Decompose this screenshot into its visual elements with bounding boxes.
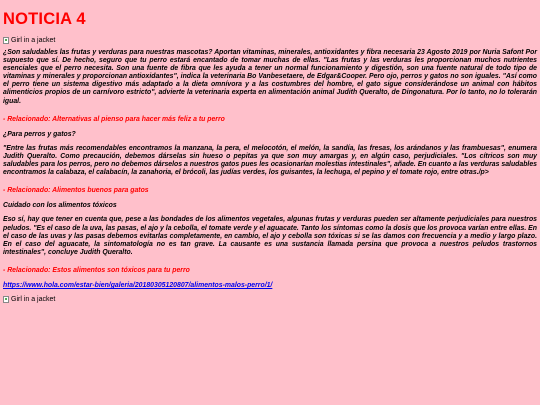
article-image <box>3 37 537 44</box>
fruits-paragraph: "Entre las frutas más recomendables encontramos la manzana, la pera, el melocotón, el melón, la sandía, las fresas, los arándanos y las frambuesas", enumera Judith Queralto. Como precaución, debemos dárselas sin hueso o pepitas ya que son muy amargas y, en algún caso, perjudiciales. "Los cítricos son muy saludables para los perros, pero no debemos dárselos a nuestros gatos pues les ocasionarían molestias intestinales", añade. En cuanto a las verduras saludables encontramos la calabaza, el calabacín, la zanahoria, el brócoli, las judías verdes, los guisantes, la lechuga, el pepino y el tomate rojo, entre otras./p> <box>3 144 537 177</box>
related-link-alternatives: - Relacionado: Alternativas al pienso para hacer más feliz a tu perro <box>3 115 225 123</box>
related-link-gatos: - Relacionado: Alimentos buenos para gatos <box>3 187 149 195</box>
broken-image-icon <box>3 296 9 303</box>
broken-image-icon <box>3 37 9 44</box>
image-alt-text: Girl in a jacket <box>11 296 56 304</box>
article-image-bottom <box>3 296 537 303</box>
page-title: NOTICIA 4 <box>3 10 86 28</box>
section-heading-perros-gatos: ¿Para perros y gatos? <box>3 130 76 138</box>
source-link[interactable]: https://www.hola.com/estar-bien/galeria/20180305120807/alimentos-malos-perro/1/ <box>3 281 273 289</box>
toxic-foods-paragraph: Eso sí, hay que tener en cuenta que, pese a las bondades de los alimentos vegetales, algunas frutas y verduras pueden ser altamente perjudiciales para nuestros peludos. "Es el caso de la uva, las pasas, el ajo y la cebolla, el tomate verde y el aguacate. Tanto los síntomas como la dosis que los provoca varían entre ellas. En el caso de las uvas y las pasas debemos evitarlas completamente, en cambio, el ajo y cebolla son tóxicas si se las damos con frecuencia y a medio y largo plazo. En el caso del aguacate, la sintomatología no es tan grave. La causante es una sustancia llamada persina que provoca a nuestros peludos trastornos intestinales", concluye Judith Queralto. <box>3 216 537 256</box>
intro-paragraph: ¿Son saludables las frutas y verduras para nuestras mascotas? Aportan vitaminas, minerales, antioxidantes y fibra necesaria 23 Agosto 2019 por Nuria Safont Por supuesto que sí. De hecho, seguro que tu perro estará encantado de tomar muchas de ellas. "Las frutas y las verduras les proporcionan muchos nutrientes esenciales que el perro necesita. Son una fuente de fibra que les ayuda a tener un normal funcionamiento y digestión, son una fuente natural de todo tipo de vitaminas y minerales y proporcionan antioxidantes", indica la veterinaria Bo Vanbesetaere, de Edgar&Cooper. Pero ojo, perros y gatos no son iguales. "Así como el perro tiene un sistema digestivo más adaptado a la dieta omnívora y a las costumbres del hombre, el gato sigue considerándose un animal con hábitos alimenticios propios de un carnívoro estricto", advierte la veterinaria experta en alimentación animal Judith Queralto, de Dingonatura. Por lo tanto, no lo tolerarán igual. <box>3 49 537 105</box>
related-link-toxicos: - Relacionado: Estos alimentos son tóxicos para tu perro <box>3 266 190 274</box>
section-heading-toxicos: Cuidado con los alimentos tóxicos <box>3 202 117 210</box>
image-alt-text: Girl in a jacket <box>11 37 56 44</box>
